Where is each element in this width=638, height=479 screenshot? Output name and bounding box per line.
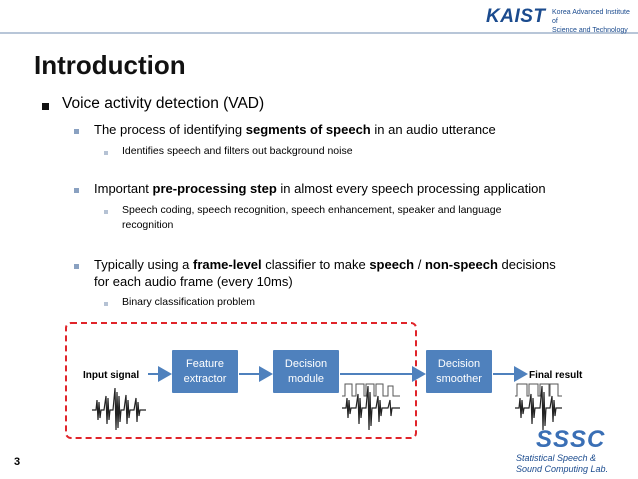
final-result-waveform [515,384,562,430]
sssc-lab-logo [510,426,636,476]
decision-output-waveform [342,384,400,430]
slide-title: Introduction [34,50,186,80]
decision-module-line2: module [287,372,325,385]
input-signal-label: Input signal [83,370,140,381]
decision-module-line1: Decision [284,357,328,370]
bullet-typically-line1: Typically using a frame-level classifier to make speech / non-speech decisions [94,257,556,272]
sssc-logo-mark: SSSC [536,426,606,453]
bullet-identifies: Identifies speech and filters out background noise [122,145,353,157]
sssc-logo-line2: Sound Computing Lab. [516,464,609,474]
sssc-logo-line1: Statistical Speech & [516,453,597,463]
page-number: 3 [14,456,21,468]
bullet-apps-line1: Speech coding, speech recognition, speech enhancement, speaker and language [122,204,502,216]
bullet-binary: Binary classification problem [122,296,256,308]
kaist-logo-sub-line2: Science and Technology [552,27,628,34]
kaist-logo-word: KAIST [486,6,546,27]
decision-smoother-line1: Decision [437,357,481,370]
final-result-label: Final result [529,370,583,381]
feature-extractor-line1: Feature [186,357,224,370]
input-waveform [92,388,146,430]
bullet-typically-line2: for each audio frame (every 10ms) [94,274,293,289]
bullet-apps-line2: recognition [122,219,174,231]
kaist-logo-sub-line1: Korea Advanced Institute of [552,9,630,25]
bullet-process: The process of identifying segments of speech in an audio utterance [94,122,496,137]
feature-extractor-line2: extractor [183,372,227,385]
bullet-vad: Voice activity detection (VAD) [62,95,265,112]
decision-smoother-line2: smoother [436,372,482,385]
bullet-important: Important pre-processing step in almost every speech processing application [94,181,546,196]
